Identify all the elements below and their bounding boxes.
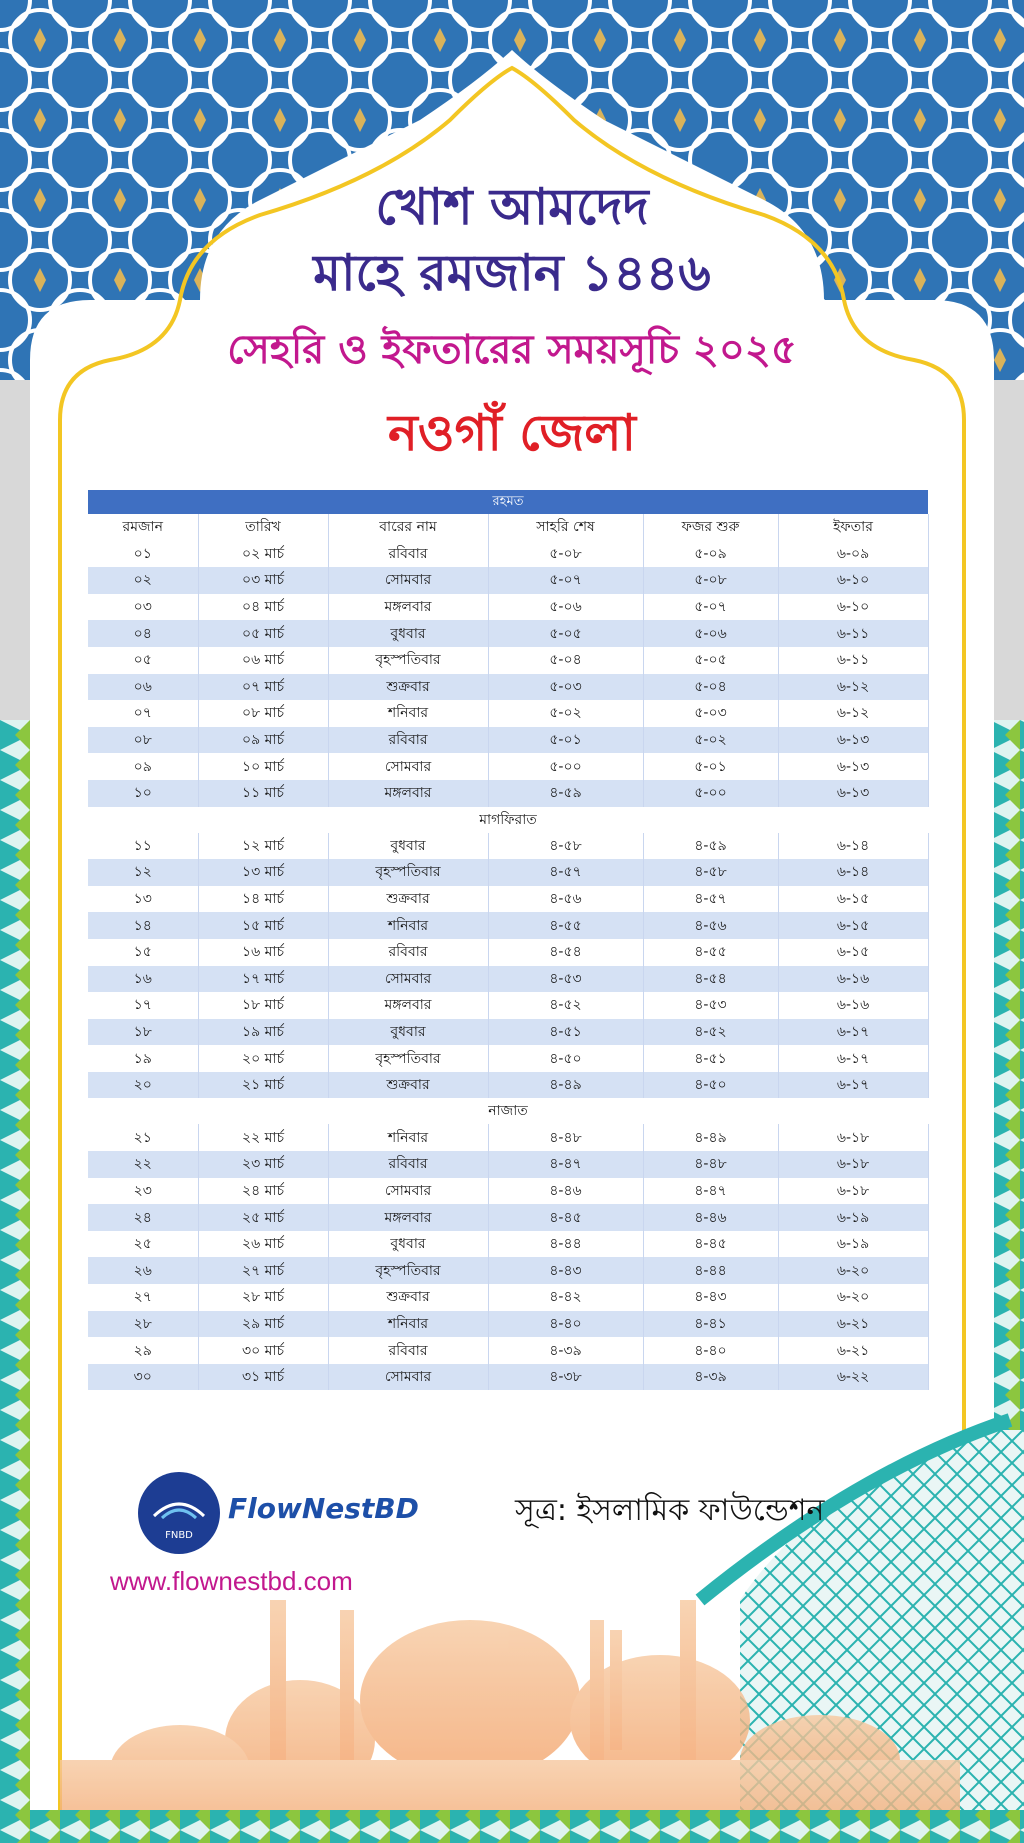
- table-cell: ০৪: [88, 620, 198, 647]
- table-cell: ৫-০৩: [488, 674, 643, 701]
- table-cell: ৪-৪২: [488, 1284, 643, 1311]
- table-cell: ৪-৪৭: [488, 1151, 643, 1178]
- table-cell: ৬-১২: [778, 700, 928, 727]
- table-cell: ২৩: [88, 1178, 198, 1205]
- table-cell: ৪-৪৫: [488, 1204, 643, 1231]
- table-cell: ১৪ মার্চ: [198, 886, 328, 913]
- table-cell: রবিবার: [328, 939, 488, 966]
- table-cell: ৪-৫২: [488, 992, 643, 1019]
- table-cell: ৪-৫৭: [643, 886, 778, 913]
- flownestbd-logo: [138, 1472, 220, 1554]
- table-row: [88, 674, 928, 701]
- table-row: [88, 567, 928, 594]
- table-row: [88, 1204, 928, 1231]
- table-cell: ৪-৫৭: [488, 859, 643, 886]
- table-cell: ৪-৫৮: [488, 833, 643, 860]
- table-row: [88, 1124, 928, 1151]
- table-cell: ৪-৫৬: [643, 912, 778, 939]
- table-row: [88, 1337, 928, 1364]
- table-cell: ৬-১৬: [778, 966, 928, 993]
- section-header-row: [88, 490, 928, 514]
- table-cell: ৫-০৪: [643, 674, 778, 701]
- table-row: [88, 992, 928, 1019]
- table-cell: ৪-৩৯: [488, 1337, 643, 1364]
- table-cell: ৬-১৩: [778, 780, 928, 807]
- table-cell: ৪-৫০: [643, 1072, 778, 1099]
- table-cell: ৬-১৪: [778, 859, 928, 886]
- section-label: রহমত: [88, 490, 928, 514]
- table-cell: ৬-১৭: [778, 1072, 928, 1099]
- schedule-table: [88, 490, 929, 1390]
- table-cell: ৪-৪১: [643, 1311, 778, 1338]
- table-cell: ৫-০৭: [643, 594, 778, 621]
- table-cell: ০৯: [88, 753, 198, 780]
- table-cell: ১৩ মার্চ: [198, 859, 328, 886]
- table-cell: ৬-১৫: [778, 912, 928, 939]
- table-cell: শুক্রবার: [328, 886, 488, 913]
- table-row: [88, 859, 928, 886]
- table-cell: ৬-১৭: [778, 1019, 928, 1046]
- table-cell: ২২ মার্চ: [198, 1124, 328, 1151]
- table-cell: ৪-৩৮: [488, 1364, 643, 1391]
- table-cell: ২৯ মার্চ: [198, 1311, 328, 1338]
- table-cell: ৪-৫১: [643, 1045, 778, 1072]
- table-cell: মঙ্গলবার: [328, 1204, 488, 1231]
- table-cell: শনিবার: [328, 1124, 488, 1151]
- table-cell: ৪-৪৪: [488, 1231, 643, 1258]
- column-header: সাহরি শেষ: [488, 514, 643, 541]
- table-cell: ৪-৫৫: [643, 939, 778, 966]
- table-cell: ৬-১৮: [778, 1178, 928, 1205]
- table-cell: ৫-০৮: [488, 541, 643, 568]
- table-row: [88, 1019, 928, 1046]
- table-cell: ৫-০৭: [488, 567, 643, 594]
- table-cell: ৪-৪৯: [643, 1124, 778, 1151]
- table-cell: ৫-০৯: [643, 541, 778, 568]
- table-cell: ৫-০৫: [643, 647, 778, 674]
- table-cell: ০৩: [88, 594, 198, 621]
- table-row: [88, 1257, 928, 1284]
- table-cell: ৪-৪৬: [488, 1178, 643, 1205]
- table-cell: ৫-০৪: [488, 647, 643, 674]
- table-cell: ৫-০২: [643, 727, 778, 754]
- table-cell: মঙ্গলবার: [328, 780, 488, 807]
- section-header-row: [88, 807, 928, 833]
- table-cell: ১৭ মার্চ: [198, 966, 328, 993]
- table-cell: শনিবার: [328, 912, 488, 939]
- table-cell: ৬-১৪: [778, 833, 928, 860]
- table-cell: ৬-২০: [778, 1257, 928, 1284]
- table-cell: ০১: [88, 541, 198, 568]
- table-cell: বুধবার: [328, 833, 488, 860]
- column-header: রমজান: [88, 514, 198, 541]
- table-cell: রবিবার: [328, 541, 488, 568]
- table-cell: ০৪ মার্চ: [198, 594, 328, 621]
- table-cell: ৬-২০: [778, 1284, 928, 1311]
- table-cell: ১৩: [88, 886, 198, 913]
- table-cell: শুক্রবার: [328, 1284, 488, 1311]
- table-cell: বুধবার: [328, 620, 488, 647]
- table-cell: ৪-৪৮: [643, 1151, 778, 1178]
- table-cell: ৬-১৬: [778, 992, 928, 1019]
- table-cell: ৪-৫৫: [488, 912, 643, 939]
- table-cell: ৬-২২: [778, 1364, 928, 1391]
- table-cell: ১৫: [88, 939, 198, 966]
- table-cell: ৬-১১: [778, 647, 928, 674]
- table-row: [88, 647, 928, 674]
- table-cell: ১০: [88, 780, 198, 807]
- table-cell: ৪-৩৯: [643, 1364, 778, 1391]
- table-cell: ৫-০৫: [488, 620, 643, 647]
- table-row: [88, 620, 928, 647]
- table-cell: ১৬: [88, 966, 198, 993]
- district-title: নওগাঁ জেলা: [387, 404, 637, 462]
- table-row: [88, 886, 928, 913]
- table-cell: ৪-৪৯: [488, 1072, 643, 1099]
- table-cell: ২৭ মার্চ: [198, 1257, 328, 1284]
- table-cell: ৫-০২: [488, 700, 643, 727]
- table-cell: ৩০: [88, 1364, 198, 1391]
- section-header-row: [88, 1098, 928, 1124]
- table-cell: ৬-১৫: [778, 886, 928, 913]
- table-cell: ৪-৫৬: [488, 886, 643, 913]
- table-cell: ২৬ মার্চ: [198, 1231, 328, 1258]
- table-cell: ১৬ মার্চ: [198, 939, 328, 966]
- table-cell: ৬-০৯: [778, 541, 928, 568]
- table-cell: ৪-৪০: [488, 1311, 643, 1338]
- table-cell: ৬-১৮: [778, 1124, 928, 1151]
- table-cell: সোমবার: [328, 966, 488, 993]
- table-cell: বৃহস্পতিবার: [328, 647, 488, 674]
- table-cell: রবিবার: [328, 1151, 488, 1178]
- table-cell: ৬-১৮: [778, 1151, 928, 1178]
- table-cell: ০৮ মার্চ: [198, 700, 328, 727]
- table-cell: ৪-৫১: [488, 1019, 643, 1046]
- table-cell: ৫-০১: [488, 727, 643, 754]
- table-cell: ১২: [88, 859, 198, 886]
- table-cell: শুক্রবার: [328, 1072, 488, 1099]
- table-cell: ৪-৫৩: [488, 966, 643, 993]
- table-cell: ০৫ মার্চ: [198, 620, 328, 647]
- table-cell: ১৯ মার্চ: [198, 1019, 328, 1046]
- table-cell: শনিবার: [328, 700, 488, 727]
- table-cell: ২২: [88, 1151, 198, 1178]
- table-cell: ২৩ মার্চ: [198, 1151, 328, 1178]
- table-cell: ০৮: [88, 727, 198, 754]
- schedule-subtitle: সেহরি ও ইফতারের সময়সূচি ২০২৫: [227, 327, 797, 373]
- table-cell: ৪-৪৬: [643, 1204, 778, 1231]
- table-cell: বৃহস্পতিবার: [328, 1257, 488, 1284]
- brand-name: FlowNestBD: [228, 1492, 419, 1525]
- table-cell: ২১: [88, 1124, 198, 1151]
- table-cell: ৬-১২: [778, 674, 928, 701]
- table-cell: ৫-০৬: [488, 594, 643, 621]
- table-cell: ২৫: [88, 1231, 198, 1258]
- table-cell: ৪-৫৩: [643, 992, 778, 1019]
- table-cell: ৪-৪৩: [488, 1257, 643, 1284]
- table-cell: ৪-৪৩: [643, 1284, 778, 1311]
- table-cell: ৪-৫৪: [488, 939, 643, 966]
- table-cell: ৬-১৩: [778, 753, 928, 780]
- website-link[interactable]: www.flownestbd.com: [110, 1566, 353, 1596]
- table-row: [88, 753, 928, 780]
- table-cell: ৬-১৫: [778, 939, 928, 966]
- section-label: মাগফিরাত: [88, 807, 928, 833]
- table-row: [88, 780, 928, 807]
- table-cell: ০৭ মার্চ: [198, 674, 328, 701]
- table-row: [88, 912, 928, 939]
- table-cell: ৪-৪৪: [643, 1257, 778, 1284]
- table-cell: ২৮: [88, 1311, 198, 1338]
- table-cell: রবিবার: [328, 1337, 488, 1364]
- table-row: [88, 1072, 928, 1099]
- table-cell: ১৯: [88, 1045, 198, 1072]
- table-cell: ৬-১১: [778, 620, 928, 647]
- table-cell: ৬-১৭: [778, 1045, 928, 1072]
- table-cell: ৬-২১: [778, 1311, 928, 1338]
- table-cell: ২৮ মার্চ: [198, 1284, 328, 1311]
- table-cell: রবিবার: [328, 727, 488, 754]
- table-cell: ১৫ মার্চ: [198, 912, 328, 939]
- table-cell: বুধবার: [328, 1019, 488, 1046]
- table-cell: মঙ্গলবার: [328, 594, 488, 621]
- table-cell: ১৪: [88, 912, 198, 939]
- table-row: [88, 700, 928, 727]
- table-cell: ৪-৪৫: [643, 1231, 778, 1258]
- table-cell: সোমবার: [328, 1178, 488, 1205]
- table-cell: ২৭: [88, 1284, 198, 1311]
- table-cell: ৪-৫৯: [488, 780, 643, 807]
- table-cell: ৪-৫৯: [643, 833, 778, 860]
- table-cell: ২০ মার্চ: [198, 1045, 328, 1072]
- table-cell: ২০: [88, 1072, 198, 1099]
- table-row: [88, 939, 928, 966]
- table-cell: শনিবার: [328, 1311, 488, 1338]
- table-cell: ০২: [88, 567, 198, 594]
- table-cell: শুক্রবার: [328, 674, 488, 701]
- table-cell: ৪-৫২: [643, 1019, 778, 1046]
- table-cell: ৫-০৬: [643, 620, 778, 647]
- table-row: [88, 727, 928, 754]
- table-cell: ৬-১৯: [778, 1231, 928, 1258]
- logo-text: FNBD: [165, 1530, 193, 1541]
- table-cell: ৪-৪৮: [488, 1124, 643, 1151]
- table-cell: ১৮ মার্চ: [198, 992, 328, 1019]
- table-row: [88, 833, 928, 860]
- column-header: তারিখ: [198, 514, 328, 541]
- column-header: বারের নাম: [328, 514, 488, 541]
- column-header-row: [88, 514, 928, 541]
- table-cell: ৫-০১: [643, 753, 778, 780]
- ramadan-year-title: মাহে রমজান ১৪৪৬: [313, 244, 711, 302]
- table-cell: ১১ মার্চ: [198, 780, 328, 807]
- table-cell: ১৭: [88, 992, 198, 1019]
- column-header: ফজর শুরু: [643, 514, 778, 541]
- table-cell: ৪-৫৮: [643, 859, 778, 886]
- table-cell: মঙ্গলবার: [328, 992, 488, 1019]
- table-cell: বুধবার: [328, 1231, 488, 1258]
- table-cell: বৃহস্পতিবার: [328, 1045, 488, 1072]
- table-cell: ৫-০০: [488, 753, 643, 780]
- table-row: [88, 1311, 928, 1338]
- table-cell: ১০ মার্চ: [198, 753, 328, 780]
- table-cell: সোমবার: [328, 753, 488, 780]
- table-row: [88, 1045, 928, 1072]
- welcome-title: খোশ আমদেদ: [375, 178, 649, 236]
- table-cell: ৫-০০: [643, 780, 778, 807]
- table-cell: সোমবার: [328, 567, 488, 594]
- table-cell: ০৭: [88, 700, 198, 727]
- table-cell: ৬-১০: [778, 567, 928, 594]
- table-cell: ২৬: [88, 1257, 198, 1284]
- section-label: নাজাত: [88, 1098, 928, 1124]
- table-row: [88, 1284, 928, 1311]
- table-cell: ৫-০৮: [643, 567, 778, 594]
- table-cell: ০২ মার্চ: [198, 541, 328, 568]
- column-header: ইফতার: [778, 514, 928, 541]
- table-cell: ২৯: [88, 1337, 198, 1364]
- logo-mark-icon: [138, 1472, 220, 1554]
- table-cell: ২৪ মার্চ: [198, 1178, 328, 1205]
- table-cell: ৫-০৩: [643, 700, 778, 727]
- table-row: [88, 1364, 928, 1391]
- schedule-table-container: [88, 490, 928, 1390]
- table-row: [88, 1178, 928, 1205]
- table-cell: ২৪: [88, 1204, 198, 1231]
- table-cell: ০৯ মার্চ: [198, 727, 328, 754]
- table-cell: ৪-৫০: [488, 1045, 643, 1072]
- table-row: [88, 594, 928, 621]
- table-cell: ৬-১০: [778, 594, 928, 621]
- table-cell: ৪-৫৪: [643, 966, 778, 993]
- table-cell: ১১: [88, 833, 198, 860]
- table-cell: ০৫: [88, 647, 198, 674]
- table-cell: ১৮: [88, 1019, 198, 1046]
- table-cell: ৬-২১: [778, 1337, 928, 1364]
- table-row: [88, 541, 928, 568]
- table-cell: বৃহস্পতিবার: [328, 859, 488, 886]
- source-credit: সূত্র: ইসলামিক ফাউন্ডেশন: [515, 1493, 825, 1528]
- table-cell: ২৫ মার্চ: [198, 1204, 328, 1231]
- table-cell: ৩০ মার্চ: [198, 1337, 328, 1364]
- table-row: [88, 1151, 928, 1178]
- table-cell: ৩১ মার্চ: [198, 1364, 328, 1391]
- table-cell: ১২ মার্চ: [198, 833, 328, 860]
- table-cell: ০৬ মার্চ: [198, 647, 328, 674]
- table-cell: ০৬: [88, 674, 198, 701]
- table-cell: ৪-৪৭: [643, 1178, 778, 1205]
- table-cell: ২১ মার্চ: [198, 1072, 328, 1099]
- table-cell: ৬-১৯: [778, 1204, 928, 1231]
- table-cell: ০৩ মার্চ: [198, 567, 328, 594]
- table-row: [88, 966, 928, 993]
- table-cell: সোমবার: [328, 1364, 488, 1391]
- table-cell: ৬-১৩: [778, 727, 928, 754]
- table-row: [88, 1231, 928, 1258]
- table-cell: ৪-৪০: [643, 1337, 778, 1364]
